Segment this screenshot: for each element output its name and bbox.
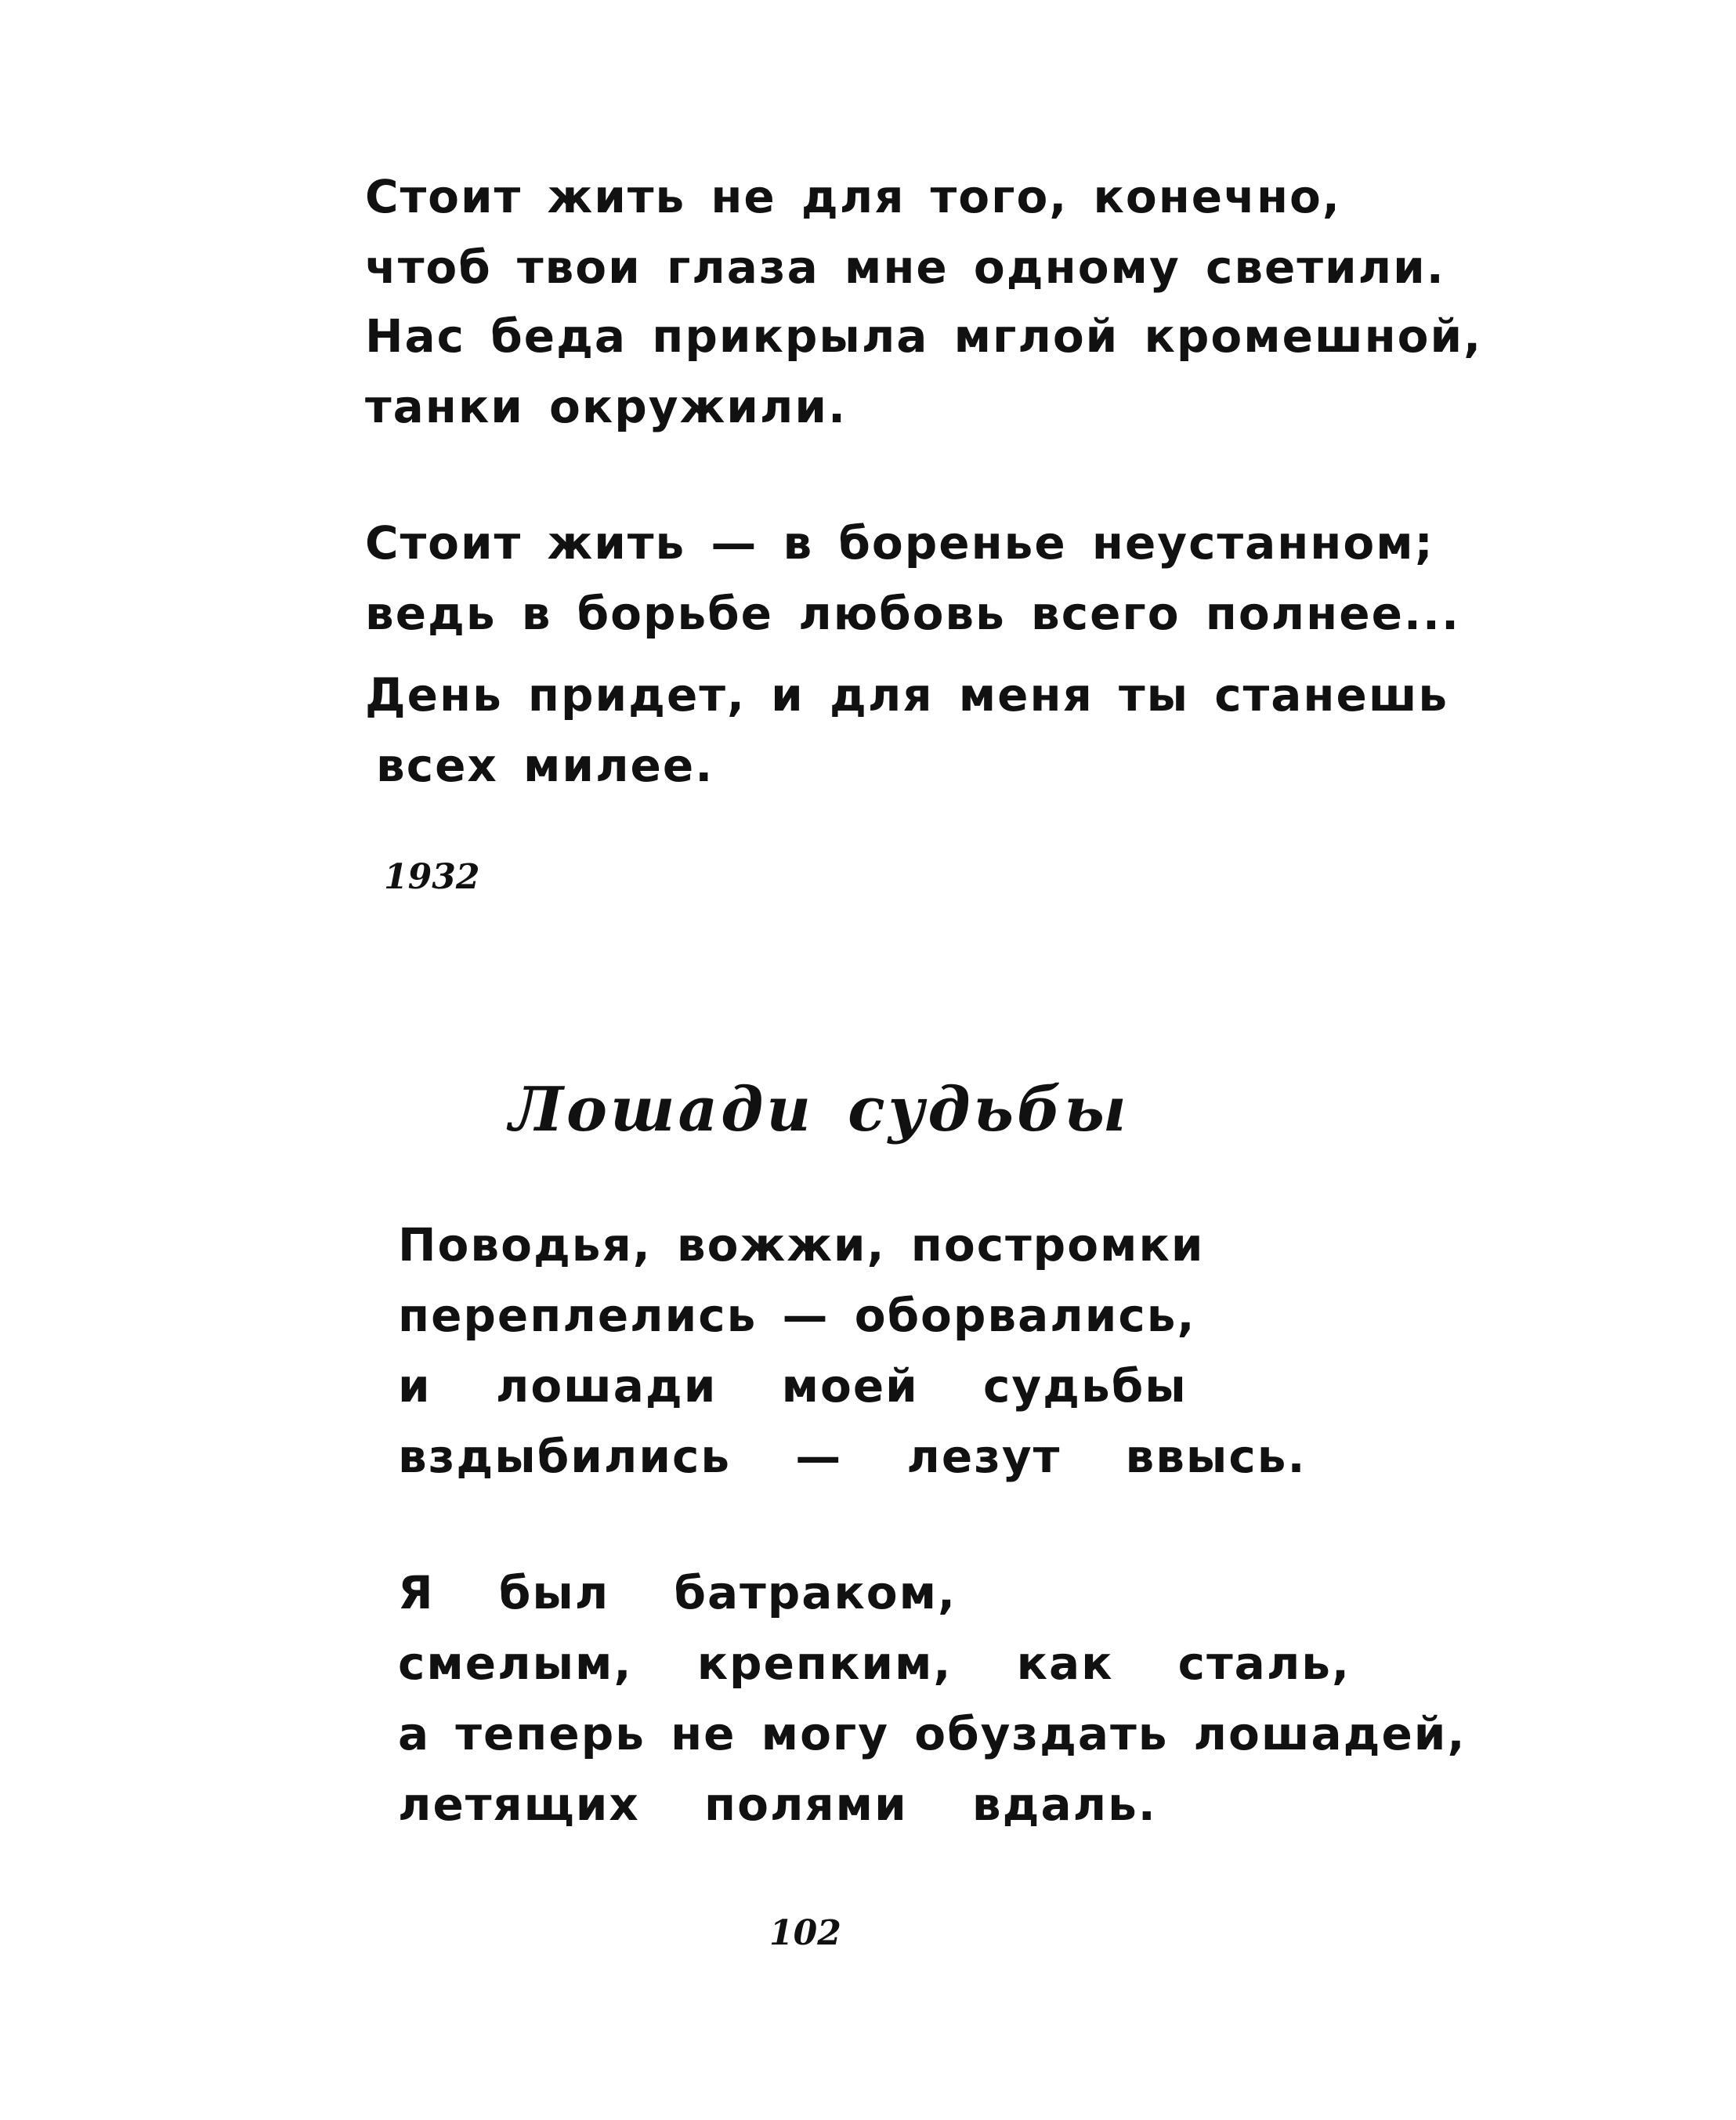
verse-line: День придет, и для меня ты станешь xyxy=(365,668,1449,722)
poem-year: 1932 xyxy=(384,857,480,897)
verse-line: летящих полями вдаль. xyxy=(398,1778,1157,1831)
verse-line: Я был батраком, xyxy=(398,1566,957,1619)
verse-line: а теперь не могу обуздать лошадей, xyxy=(398,1707,1467,1760)
verse-line: Поводья, вожжи, постромки xyxy=(398,1218,1205,1272)
verse-line: всех милее. xyxy=(376,739,714,792)
verse-line: переплелись — оборвались, xyxy=(398,1289,1196,1342)
verse-line: Нас беда прикрыла мглой кромешной, xyxy=(365,309,1483,363)
verse-line: вздыбились — лезут ввысь. xyxy=(398,1430,1307,1483)
verse-line: ведь в борьбе любовь всего полнее... xyxy=(365,587,1460,640)
verse-line: Стоит жить не для того, конечно, xyxy=(365,170,1341,223)
verse-line: смелым, крепким, как сталь, xyxy=(398,1637,1351,1690)
verse-line: и лошади моей судьбы xyxy=(398,1359,1188,1413)
verse-line: чтоб твои глаза мне одному светили. xyxy=(365,241,1445,294)
verse-line: Стоит жить — в боренье неустанном; xyxy=(365,516,1434,570)
poem-title: Лошади судьбы xyxy=(509,1074,1130,1145)
page-number: 102 xyxy=(769,1913,841,1953)
verse-line: танки окружили. xyxy=(365,380,848,433)
